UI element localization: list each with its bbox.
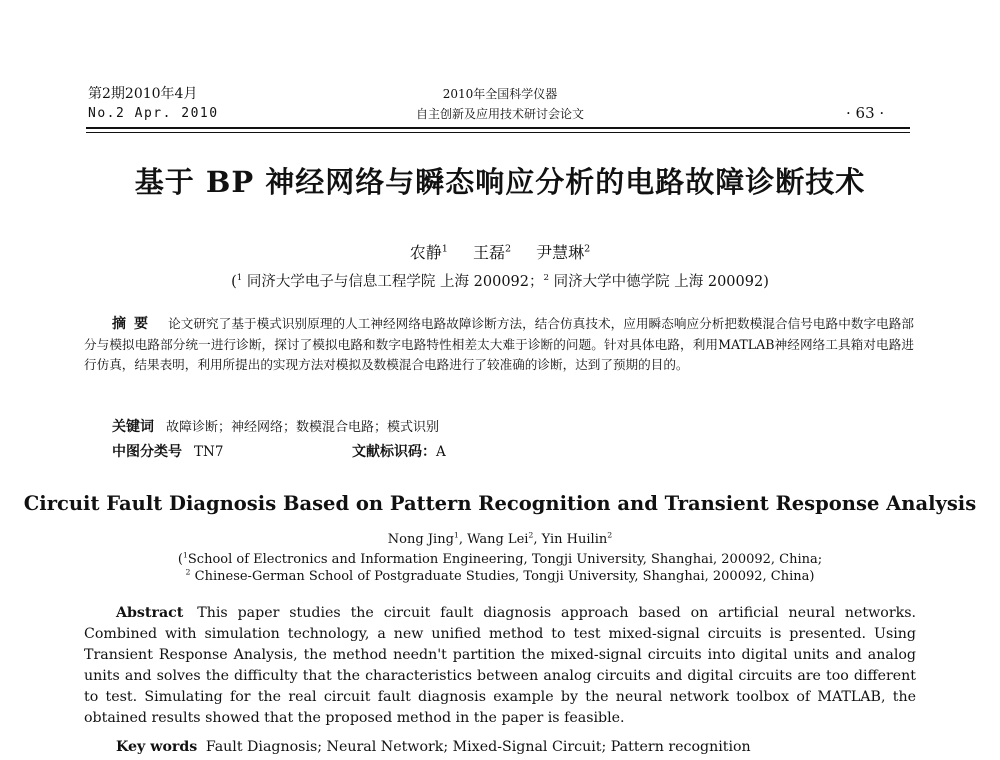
classification-value: TN7 <box>194 444 224 460</box>
affiliation-en <box>0 551 1000 585</box>
affiliation-en-line2: $^2$ Chinese-German School of Postgraduate Studies, Tongji University, Shanghai, 200092, China) <box>185 567 815 584</box>
issue-en: No.2 Apr. 2010 <box>88 106 219 121</box>
author-en: Wang Lei <box>467 532 529 547</box>
page-number: · 63 · <box>846 104 885 122</box>
conference-line1: 2010年全国科学仪器 <box>442 87 558 101</box>
header-rule-thick <box>86 127 910 129</box>
issue-cn: 第2期2010年4月 <box>88 86 198 102</box>
header-rule-thin <box>86 132 910 133</box>
keywords-en <box>116 739 751 755</box>
conference-line2: 自主创新及应用技术研讨会论文 <box>415 107 584 121</box>
affiliation-cn: ($^1$ 同济大学电子与信息工程学院 上海 200092；$^2$ 同济大学中德学院 上海 200092) <box>231 273 769 290</box>
keywords-text-cn: 故障诊断；神经网络；数模混合电路；模式识别 <box>166 420 440 435</box>
author-cn: 王磊$^2$ <box>472 243 512 262</box>
keywords-cn <box>112 416 439 436</box>
abstract-cn <box>84 314 914 376</box>
abstract-text-cn: 论文研究了基于模式识别原理的人工神经网络电路故障诊断方法，结合仿真技术，应用瞬态响应分析把数模混合信号电路中数字电路部分与模拟电路部分统一进行诊断，探讨了模拟电路和数字电路特性相差太大难于诊断的问题。针对具体电路，利用MATLAB神经网络工具箱对电路进行仿真，结果表明，利用所提出的实现方法对模拟及数模混合电路进行了较准确的诊断，达到了预期的目的。 <box>84 316 915 372</box>
classification-label: 中图分类号 <box>112 444 182 460</box>
author-en: Yin Huilin <box>541 532 608 547</box>
author-list-cn <box>0 240 1000 263</box>
affiliation-en-line1: ($^1$School of Electronics and Information Engineering, Tongji University, Shanghai, 200092, China; <box>177 550 823 567</box>
paper-title-cn: 基于 BP 神经网络与瞬态响应分析的电路故障诊断技术 <box>134 165 866 199</box>
document-code-value: A <box>436 444 446 460</box>
abstract-en <box>84 603 916 729</box>
document-code <box>352 441 446 461</box>
abstract-label-en: Abstract <box>116 605 184 621</box>
keywords-text-en: Fault Diagnosis; Neural Network; Mixed-Signal Circuit; Pattern recognition <box>205 739 751 755</box>
keywords-label-en: Key words <box>116 739 198 755</box>
classification-number <box>112 441 223 461</box>
author-cn: 农静$^1$ <box>409 243 448 262</box>
author-en: Nong Jing <box>387 532 454 547</box>
author-cn: 尹慧琳$^2$ <box>536 243 591 262</box>
document-code-label: 文献标识码： <box>352 444 436 460</box>
author-list-en: Nong Jing$^1$, Wang Lei$^2$, Yin Huilin$^2$ <box>387 530 613 547</box>
abstract-text-en: This paper studies the circuit fault diagnosis approach based on artificial neural networks. Combined with simulation technology, a new unified method to test mixed-signal circuits is presented. Using Transient Response Analysis, the method needn't partition the mixed-signal circuits into digital units and analog units and solves the difficulty that the characteristics between analog circuits and digital circuits are too different to test. Simulating for the real circuit fault diagnosis example by the neural network toolbox of MATLAB, the obtained results showed that the proposed method in the paper is feasible. <box>84 605 916 726</box>
conference-info <box>360 84 640 124</box>
keywords-label-cn: 关键词 <box>112 419 154 435</box>
issue-info <box>88 84 219 124</box>
paper-title-en: Circuit Fault Diagnosis Based on Pattern Recognition and Transient Response Analysis <box>23 492 977 515</box>
abstract-label-cn: 摘要 <box>112 316 157 332</box>
